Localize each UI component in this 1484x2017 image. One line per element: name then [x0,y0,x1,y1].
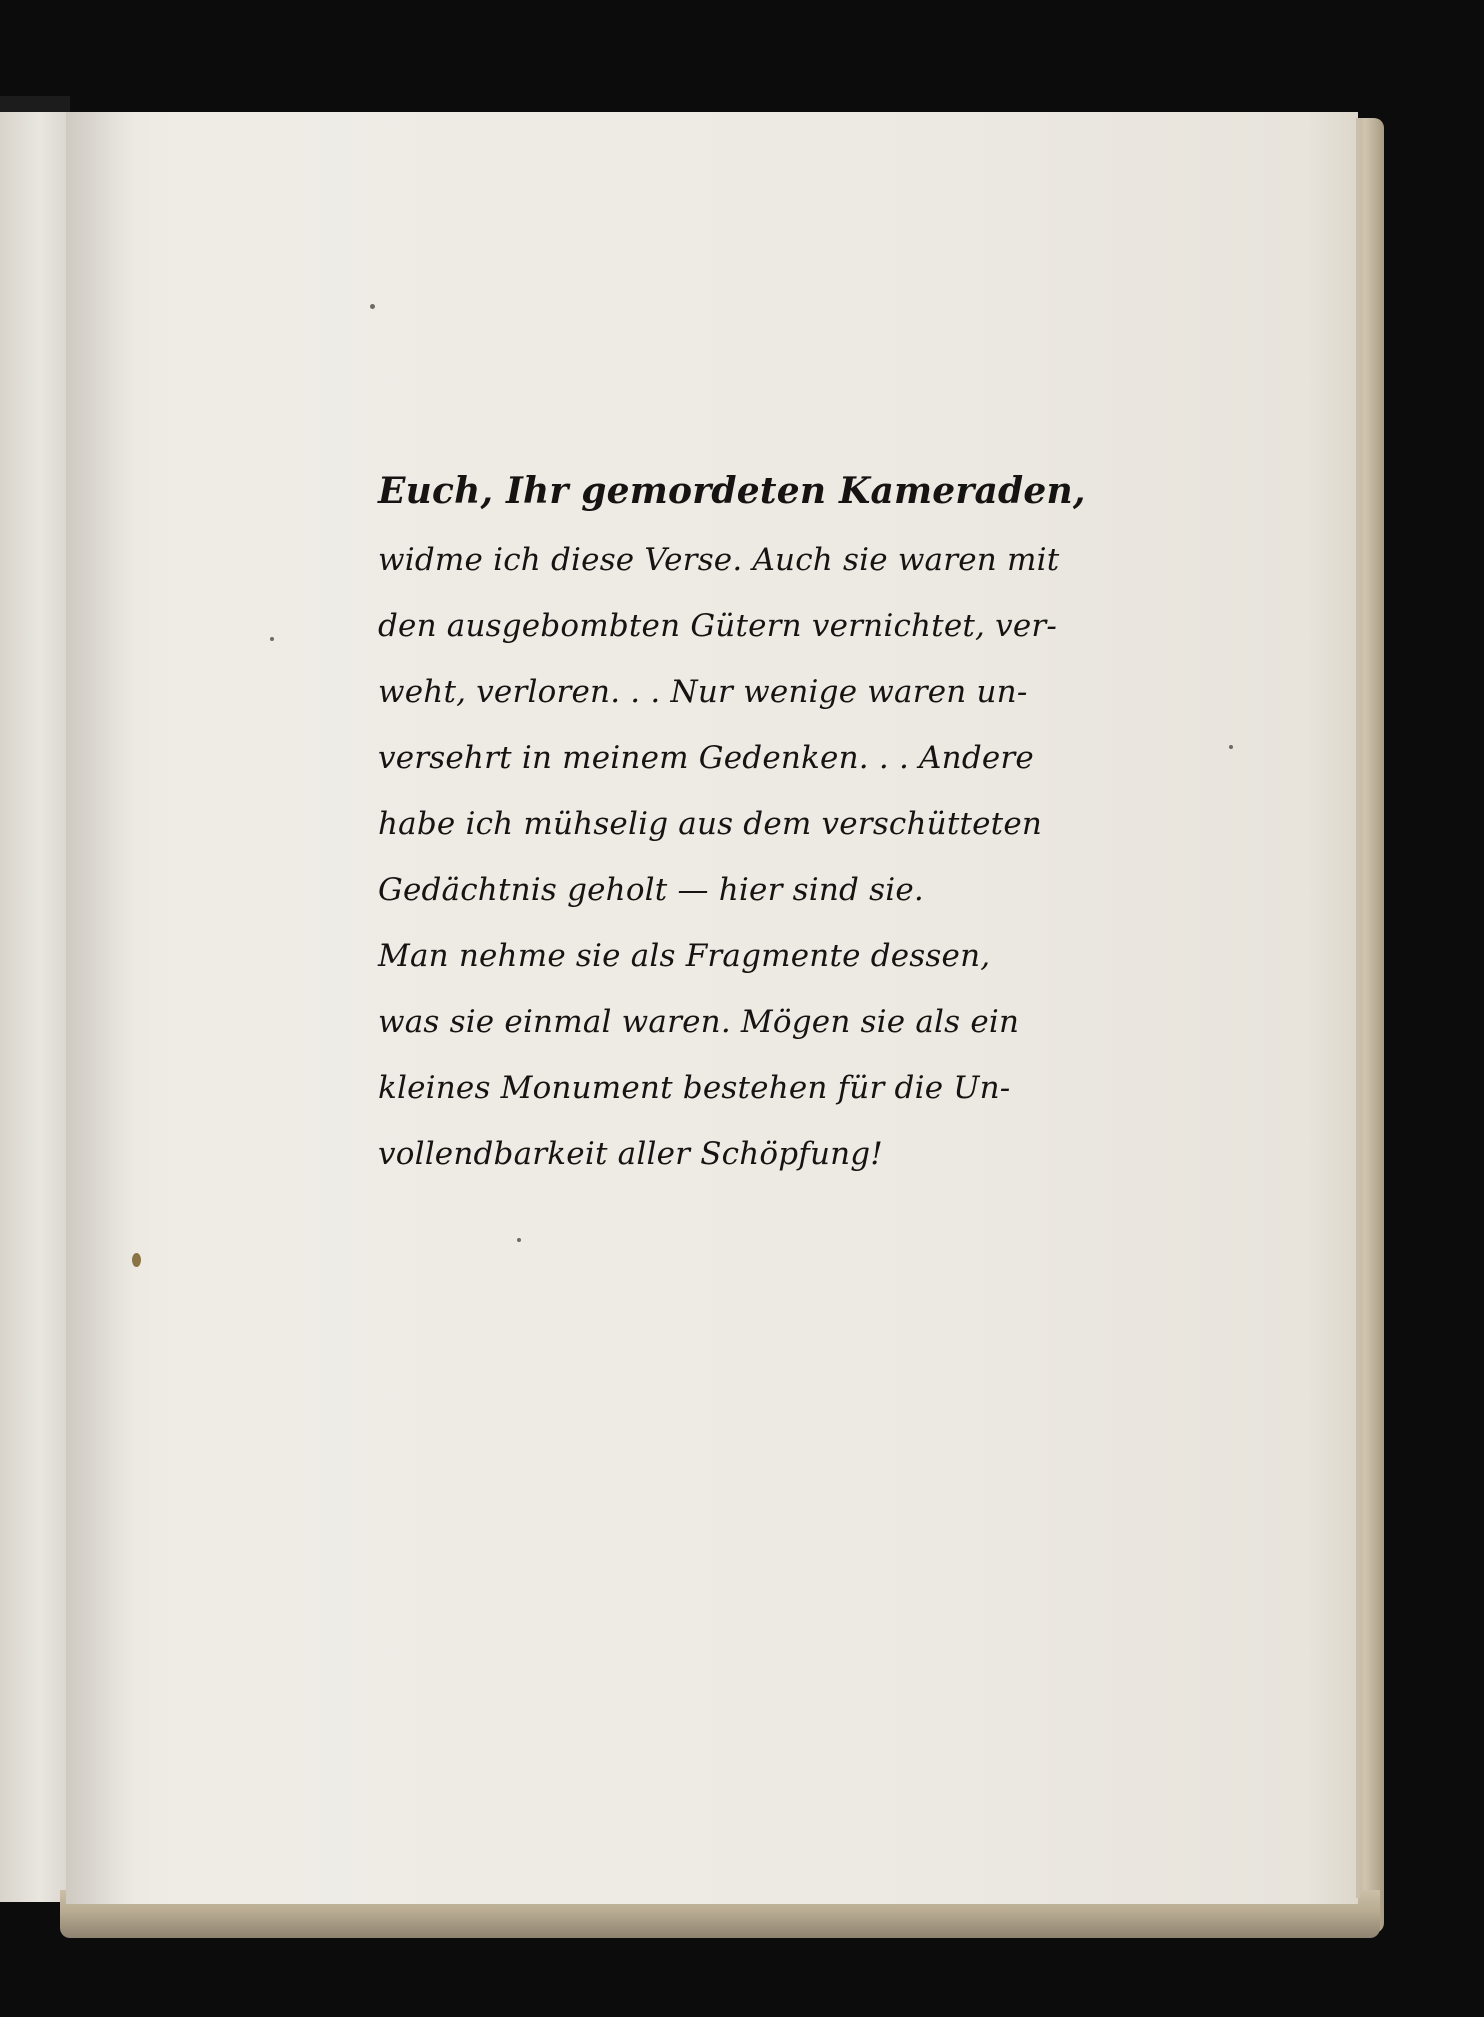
dust-speck [517,1238,521,1242]
left-page-edge [0,112,66,1902]
dedication-line: den ausgebombten Gütern vernichtet, ver- [378,608,1058,644]
paper-stain [132,1253,141,1267]
dust-speck [270,637,274,641]
dedication-line: widme ich diese Verse. Auch sie waren mit [378,542,1060,578]
dedication-line: kleines Monument bestehen für die Un- [378,1070,1011,1106]
dust-speck [370,304,375,309]
dedication-line: Man nehme sie als Fragmente dessen, [378,938,991,974]
gutter-shadow [66,112,136,1904]
dust-speck [1229,745,1233,749]
dedication-line: was sie einmal waren. Mögen sie als ein [378,1004,1020,1040]
dedication-line: vollendbarkeit aller Schöpfung! [378,1136,883,1172]
dedication-line: weht, verloren. . . Nur wenige waren un- [378,674,1028,710]
dedication-line: Euch, Ihr gemordeten Kameraden, [378,470,1086,512]
dedication-line: habe ich mühselig aus dem verschütteten [378,806,1043,842]
dedication-line: versehrt in meinem Gedenken. . . Andere [378,740,1034,776]
dedication-text [378,455,1086,1187]
page-edge [1356,118,1360,1898]
dedication-line: Gedächtnis geholt — hier sind sie. [378,872,924,908]
